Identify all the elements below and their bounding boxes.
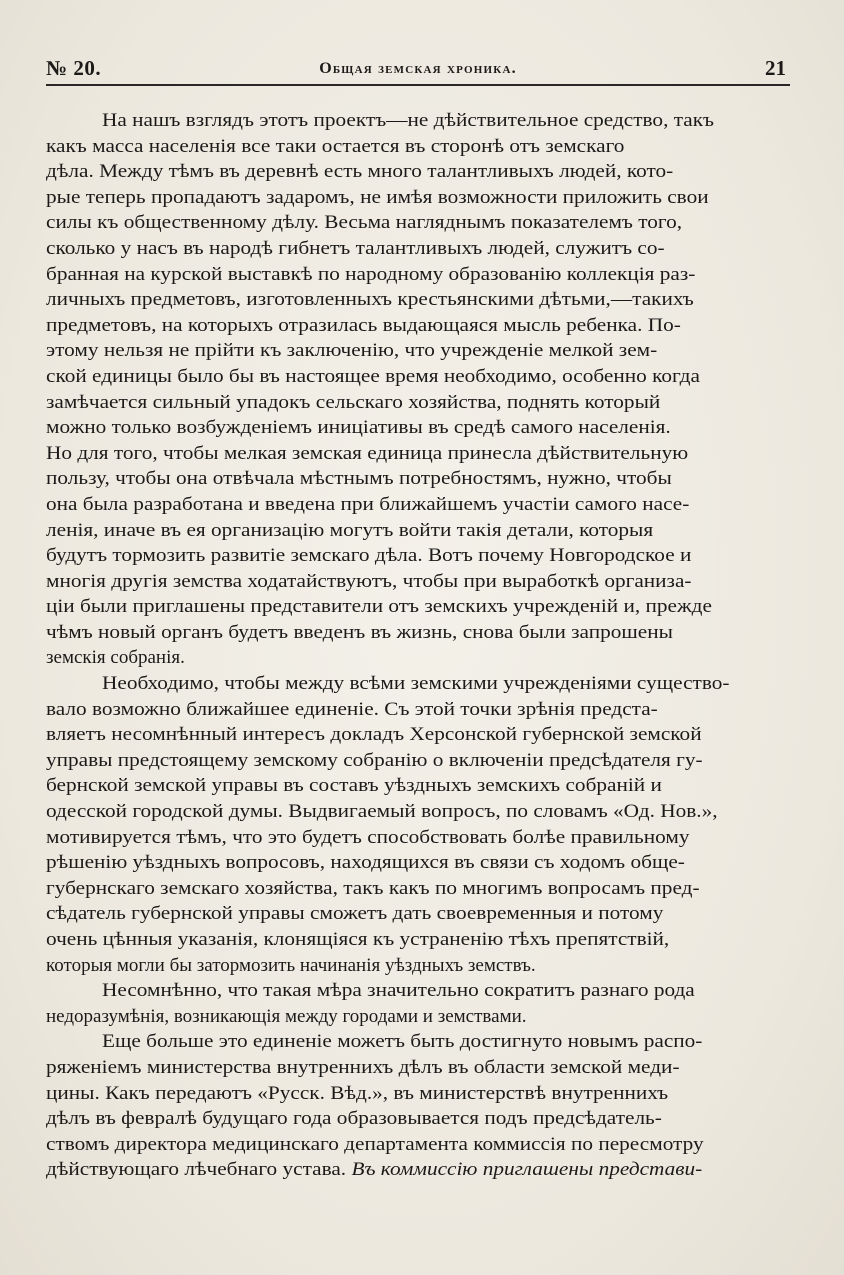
line-text: Несомнѣнно, что такая мѣра значительно сократитъ разнаго рода — [102, 980, 695, 1002]
text-line — [46, 901, 792, 927]
text-line — [46, 1029, 792, 1055]
text-line — [46, 466, 792, 492]
text-line-content — [46, 1055, 680, 1081]
text-line-content — [46, 773, 662, 799]
text-line — [46, 185, 792, 211]
text-line — [46, 799, 792, 825]
text-line-content — [46, 825, 689, 851]
text-line-content — [46, 901, 663, 927]
text-line — [46, 518, 792, 544]
text-line-content — [46, 569, 691, 595]
text-line — [46, 1157, 792, 1183]
text-line — [46, 1004, 792, 1030]
line-text: будутъ тормозить развитіе земскаго дѣла. Вотъ почему Новгородское и — [46, 545, 692, 567]
article-body — [46, 108, 792, 1183]
line-text: управы предстоящему земскому собранію о включеніи предсѣдателя гу- — [46, 749, 703, 771]
text-line-content — [46, 697, 658, 723]
text-line — [46, 134, 792, 160]
text-line-content — [46, 722, 702, 748]
text-line — [46, 364, 792, 390]
text-line-content — [46, 543, 691, 569]
text-line-content — [46, 671, 729, 697]
line-text: мотивируется тѣмъ, что это будетъ способствовать болѣе правильному — [46, 826, 690, 848]
text-line — [46, 108, 792, 134]
line-text: одесской городской думы. Выдвигаемый вопросъ, по словамъ «Од. Нов.», — [46, 801, 718, 823]
text-line-content — [46, 134, 624, 160]
line-text: дѣла. Между тѣмъ въ деревнѣ есть много талантливыхъ людей, кото- — [46, 161, 674, 183]
text-line-content — [46, 236, 665, 262]
line-text: можно только возбужденіемъ иниціативы въ средѣ самого населенія. — [46, 417, 671, 439]
text-line — [46, 722, 792, 748]
text-line-content — [46, 492, 689, 518]
text-line — [46, 645, 792, 671]
text-line — [46, 1055, 792, 1081]
line-text: дѣйствующаго лѣчебнаго устава. — [46, 1159, 347, 1181]
line-text: бернской земской управы въ составъ уѣздныхъ земскихъ собраній и — [46, 775, 662, 797]
line-text: очень цѣнныя указанія, клонящіяся къ устраненію тѣхъ препятствій, — [46, 929, 670, 950]
line-text: личныхъ предметовъ, изготовленныхъ крестьянскими дѣтьми,—такихъ — [46, 289, 694, 311]
text-line — [46, 825, 792, 851]
text-line-content — [46, 185, 709, 211]
text-line — [46, 236, 792, 262]
text-line — [46, 850, 792, 876]
text-line-content — [46, 518, 653, 544]
line-text: ряженіемъ министерства внутреннихъ дѣлъ въ области земской меди- — [46, 1056, 680, 1078]
text-line-content — [46, 313, 681, 339]
page-number: 21 — [765, 56, 786, 80]
text-line-content — [46, 441, 688, 467]
text-line-content — [46, 108, 714, 134]
line-text: рѣшенію уѣздныхъ вопросовъ, находящихся въ связи съ ходомъ обще- — [46, 852, 685, 874]
text-line-content — [46, 620, 673, 646]
text-line — [46, 1106, 792, 1132]
text-line-content — [46, 210, 682, 236]
text-line-content — [46, 364, 700, 390]
text-line — [46, 210, 792, 236]
text-line — [46, 543, 792, 569]
text-line-content — [46, 1004, 527, 1030]
text-line-content — [46, 415, 671, 441]
text-line-content — [46, 159, 673, 185]
text-line-content — [46, 287, 694, 313]
text-line — [46, 671, 792, 697]
text-line — [46, 1132, 792, 1158]
header-rule — [46, 84, 790, 86]
text-line-content — [46, 799, 718, 825]
line-text: цины. Какъ передаютъ «Русск. Вѣд.», въ министерствѣ внутреннихъ — [46, 1082, 669, 1104]
line-text: вало возможно ближайшее единеніе. Съ этой точки зрѣнія предста- — [46, 698, 658, 720]
line-text: земскія собранія. — [46, 647, 185, 669]
line-text: рые теперь пропадаютъ задаромъ, не имѣя возможности приложить свои — [46, 186, 709, 208]
text-line-content — [46, 390, 660, 416]
text-line-content — [46, 953, 536, 979]
line-text: ствомъ директора медицинскаго департамента коммиссія по пересмотру — [46, 1133, 704, 1155]
text-line — [46, 620, 792, 646]
text-line — [46, 338, 792, 364]
text-line-content — [46, 1106, 662, 1132]
text-line — [46, 773, 792, 799]
line-text: пользу, чтобы она отвѣчала мѣстнымъ потребностямъ, нужно, чтобы — [46, 468, 672, 490]
line-text: многія другія земства ходатайствуютъ, чтобы при выработкѣ организа- — [46, 570, 692, 592]
text-line — [46, 594, 792, 620]
line-text: этому нельзя не прійти къ заключенію, что учрежденіе мелкой зем- — [46, 340, 658, 362]
line-text: чѣмъ новый органъ будетъ введенъ въ жизнь, снова были запрошены — [46, 621, 673, 643]
line-text: сѣдатель губернской управы сможетъ дать своевременныя и потому — [46, 903, 664, 925]
line-text: Еще больше это единеніе можетъ быть достигнуто новымъ распо- — [102, 1031, 703, 1053]
text-line — [46, 978, 792, 1004]
text-line-content — [46, 876, 700, 902]
line-text: недоразумѣнія, возникающія между городами и земствами. — [46, 1005, 527, 1027]
text-line — [46, 697, 792, 723]
text-line-content — [46, 927, 669, 953]
line-text: ской единицы было бы въ настоящее время необходимо, особенно когда — [46, 365, 700, 387]
text-line-content — [46, 594, 712, 620]
line-text: она была разработана и введена при ближайшемъ участіи самого насе- — [46, 493, 690, 515]
line-text: ціи были приглашены представители отъ земскихъ учрежденій и, прежде — [46, 596, 712, 618]
text-line — [46, 876, 792, 902]
text-line — [46, 748, 792, 774]
running-title: Общая земская хроника. — [319, 60, 517, 77]
text-line-content — [46, 1081, 668, 1107]
line-text: сколько у насъ въ народѣ гибнетъ талантливыхъ людей, служитъ со- — [46, 237, 665, 259]
line-text: вляетъ несомнѣнный интересъ докладъ Херсонской губернской земской — [46, 724, 702, 746]
issue-number: № 20. — [46, 56, 102, 80]
text-line — [46, 927, 792, 953]
line-text: которыя могли бы затормозить начинанія уѣздныхъ земствъ. — [46, 954, 536, 976]
text-line — [46, 953, 792, 979]
text-line-content — [46, 850, 685, 876]
line-text: ленія, иначе въ ея организацію могутъ войти такія детали, которыя — [46, 519, 654, 541]
text-line — [46, 390, 792, 416]
text-line — [46, 492, 792, 518]
text-line-content — [46, 645, 185, 671]
line-text: предметовъ, на которыхъ отразилась выдающаяся мысль ребенка. По- — [46, 314, 681, 336]
line-italic-tail: Въ коммиссію приглашены представи- — [351, 1159, 703, 1181]
line-text: губернскаго земскаго хозяйства, такъ какъ по многимъ вопросамъ пред- — [46, 877, 700, 899]
text-line-content — [46, 978, 695, 1004]
text-line — [46, 1081, 792, 1107]
text-line — [46, 441, 792, 467]
line-text: силы къ общественному дѣлу. Весьма нагляднымъ показателемъ того, — [46, 212, 683, 234]
line-text: Но для того, чтобы мелкая земская единица принесла дѣйствительную — [46, 442, 689, 464]
text-line — [46, 313, 792, 339]
text-line-content — [46, 338, 657, 364]
text-line-content — [46, 466, 672, 492]
text-line-content — [46, 1132, 704, 1158]
line-text: На нашъ взглядъ этотъ проектъ—не дѣйствительное средство, такъ — [102, 110, 715, 131]
text-line — [46, 569, 792, 595]
line-text: Необходимо, чтобы между всѣми земскими учрежденіями существо- — [102, 673, 730, 695]
text-line-content — [46, 262, 695, 288]
text-line — [46, 287, 792, 313]
line-text: какъ масса населенія все таки остается въ сторонѣ отъ земскаго — [46, 135, 625, 157]
text-line-content — [46, 1157, 702, 1183]
line-text: замѣчается сильный упадокъ сельскаго хозяйства, поднять который — [46, 391, 661, 413]
text-line — [46, 159, 792, 185]
line-text: бранная на курской выставкѣ по народному образованію коллекція раз- — [46, 263, 696, 285]
page-header — [46, 56, 790, 84]
text-line — [46, 415, 792, 441]
text-line — [46, 262, 792, 288]
text-line-content — [46, 748, 703, 774]
text-line-content — [46, 1029, 702, 1055]
line-text: дѣлъ въ февралѣ будущаго года образовывается подъ предсѣдатель- — [46, 1108, 662, 1130]
